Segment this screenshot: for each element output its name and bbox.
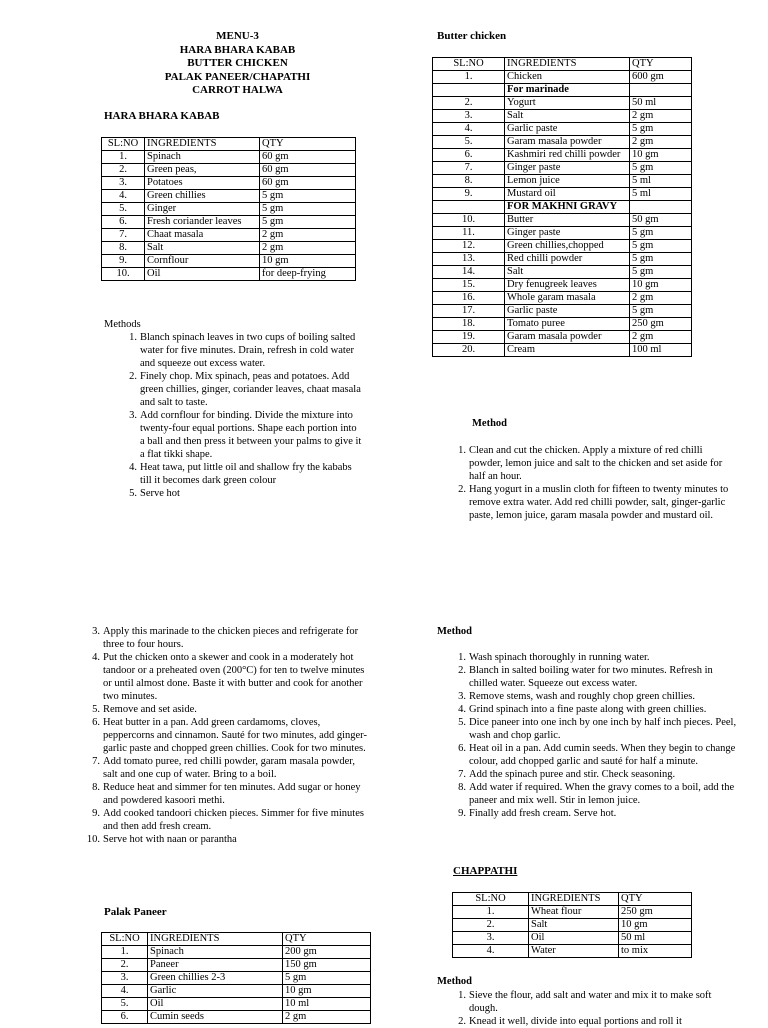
table-cell: 6. [102, 216, 145, 229]
step-text: Add tomato puree, red chilli powder, garam masala powder, salt and one cup of water. Bring to a boil. [103, 756, 355, 780]
table-cell: Tomato puree [505, 318, 630, 331]
column-header: INGREDIENTS [505, 58, 630, 71]
table-cell: Kashmiri red chilli powder [505, 149, 630, 162]
table-cell: 2 gm [260, 229, 356, 242]
header-line: PALAK PANEER/CHAPATHI [164, 70, 311, 83]
step-number: 3. [129, 410, 137, 421]
table-cell: Paneer [148, 959, 283, 972]
step-number: 2. [458, 1016, 466, 1027]
list-item [452, 483, 734, 522]
table-cell: 9. [102, 255, 145, 268]
list-item [86, 703, 372, 716]
table-cell: 5 gm [630, 123, 692, 136]
header-line: CARROT HALWA [192, 84, 283, 96]
list-item [452, 651, 737, 664]
step-number: 4. [92, 652, 100, 663]
table-cell: 18. [433, 318, 505, 331]
step-text: Add cornflour for binding. Divide the mixture into twenty-four equal portions. Shape each portion into a ball and then press it between your palms to give it a flat tikki shape. [140, 410, 362, 460]
table-cell: Green chillies [145, 190, 260, 203]
table-cell: Garlic paste [505, 305, 630, 318]
table-cell: 5 gm [630, 240, 692, 253]
table-cell: 2 gm [630, 110, 692, 123]
step-number: 2. [129, 371, 137, 382]
table-row [102, 998, 371, 1011]
column-header: INGREDIENTS [148, 933, 283, 946]
step-text: Sieve the flour, add salt and water and mix it to make soft dough. [469, 990, 712, 1014]
table-cell [433, 84, 505, 97]
table-row [102, 190, 356, 203]
table-row [433, 97, 692, 110]
table-cell: 5. [102, 203, 145, 216]
table-cell: 10 gm [619, 919, 692, 932]
table-row [433, 136, 692, 149]
table-header-row [102, 138, 356, 151]
step-number: 4. [458, 704, 466, 715]
table-cell [630, 84, 692, 97]
step-number: 5. [92, 704, 100, 715]
table-row [433, 71, 692, 84]
list-item [452, 1015, 737, 1028]
ch-heading: CHAPPATHI [453, 865, 518, 877]
step-number: 8. [92, 782, 100, 793]
table-cell: 7. [102, 229, 145, 242]
table-cell: 50 ml [630, 97, 692, 110]
column-header: QTY [619, 893, 692, 906]
header-line: BUTTER CHICKEN [187, 57, 288, 69]
step-text: Heat oil in a pan. Add cumin seeds. When they begin to change colour, add chopped garlic and sauté for half a minute. [469, 743, 736, 767]
table-cell: 20. [433, 344, 505, 357]
table-cell: 17. [433, 305, 505, 318]
table-cell: 10 gm [630, 149, 692, 162]
column-header: QTY [630, 58, 692, 71]
table-cell: 60 gm [260, 177, 356, 190]
list-item [86, 651, 372, 703]
table-row [102, 229, 356, 242]
table-cell: 4. [102, 985, 148, 998]
table-row [453, 919, 692, 932]
step-text: Remove stems, wash and roughly chop green chillies. [469, 691, 695, 702]
step-number: 5. [129, 488, 137, 499]
table-cell: 2 gm [630, 292, 692, 305]
table-row [102, 268, 356, 281]
table-cell: Cornflour [145, 255, 260, 268]
pp-method-label: Method [437, 626, 472, 637]
table-row [433, 110, 692, 123]
table-row [102, 255, 356, 268]
step-text: Clean and cut the chicken. Apply a mixture of red chilli powder, lemon juice and salt to the chicken and set aside for half an hour. [469, 445, 723, 482]
table-cell: 16. [433, 292, 505, 305]
step-number: 2. [458, 484, 466, 495]
table-row [433, 266, 692, 279]
table-cell: Garlic paste [505, 123, 630, 136]
header-line: HARA BHARA KABAB [179, 43, 296, 56]
list-item [452, 768, 737, 781]
table-cell: Spinach [148, 946, 283, 959]
list-item [123, 370, 363, 409]
table-cell: 4. [453, 945, 529, 958]
step-text: Grind spinach into a fine paste along with green chillies. [469, 704, 707, 715]
table-row [102, 972, 371, 985]
table-cell: Ginger paste [505, 162, 630, 175]
step-number: 1. [129, 332, 137, 343]
table-cell: 7. [433, 162, 505, 175]
step-number: 2. [458, 665, 466, 676]
bc-method-list [452, 444, 734, 522]
table-row [433, 318, 692, 331]
table-cell: 5 gm [630, 253, 692, 266]
table-cell: Salt [505, 110, 630, 123]
step-number: 7. [92, 756, 100, 767]
column-header: SL:NO [453, 893, 529, 906]
step-number: 3. [458, 691, 466, 702]
table-cell: 5 ml [630, 188, 692, 201]
step-number: 3. [92, 626, 100, 637]
table-cell: 10. [102, 268, 145, 281]
table-cell: 2 gm [283, 1011, 371, 1024]
table-row [433, 162, 692, 175]
table-cell: 2 gm [630, 136, 692, 149]
table-cell: Green chillies 2-3 [148, 972, 283, 985]
table-cell: 6. [102, 1011, 148, 1024]
column-header: QTY [283, 933, 371, 946]
table-cell: 2. [453, 919, 529, 932]
step-text: Dice paneer into one inch by one inch by half inch pieces. Peel, wash and chop garlic. [469, 717, 737, 741]
table-row [433, 123, 692, 136]
table-cell: for deep-frying [260, 268, 356, 281]
list-item [86, 625, 372, 651]
step-text: Put the chicken onto a skewer and cook in a moderately hot tandoor or a preheated oven (200°C) for ten to twelve minutes or until almost done. Baste it with butter and cook for another two minutes. [103, 652, 365, 702]
hbk-method-list [123, 331, 363, 500]
table-cell: 5. [102, 998, 148, 1011]
table-row [433, 201, 692, 214]
step-number: 7. [458, 769, 466, 780]
step-text: Blanch in salted boiling water for two minutes. Refresh in chilled water. Squeeze out excess water. [469, 665, 713, 689]
step-text: Blanch spinach leaves in two cups of boiling salted water for five minutes. Drain, refresh in cold water and squeeze out excess water. [140, 332, 356, 369]
step-text: Heat butter in a pan. Add green cardamoms, cloves, peppercorns and cinnamon. Sauté for two minutes, add ginger-garlic paste and chopped green chillies. Cook for two minutes. [103, 717, 367, 754]
table-row [102, 946, 371, 959]
table-cell: Salt [145, 242, 260, 255]
table-row [453, 945, 692, 958]
table-cell: Green chillies,chopped [505, 240, 630, 253]
table-cell: Garam masala powder [505, 136, 630, 149]
list-item [123, 409, 363, 461]
table-cell: Garlic [148, 985, 283, 998]
bc-ingredients-table [432, 57, 692, 357]
table-row [433, 344, 692, 357]
table-cell: 15. [433, 279, 505, 292]
table-cell: 2 gm [630, 331, 692, 344]
table-cell: 10 gm [630, 279, 692, 292]
table-cell: 2. [433, 97, 505, 110]
step-text: Add cooked tandoori chicken pieces. Simmer for five minutes and then add fresh cream. [103, 808, 364, 832]
hbk-methods-label: Methods [104, 319, 141, 330]
table-cell: 1. [433, 71, 505, 84]
table-cell: 8. [102, 242, 145, 255]
table-cell: 5 gm [630, 305, 692, 318]
column-header: INGREDIENTS [529, 893, 619, 906]
table-cell [630, 201, 692, 214]
bc-method-label: Method [472, 418, 507, 429]
step-text: Hang yogurt in a muslin cloth for fifteen to twenty minutes to remove extra water. Add red chilli powder, salt, ginger-garlic paste, lemon juice, garam masala powder and mustard oil. [469, 484, 729, 521]
table-row [433, 253, 692, 266]
table-cell: 11. [433, 227, 505, 240]
header-line: MENU-3 [216, 30, 259, 42]
table-cell: Fresh coriander leaves [145, 216, 260, 229]
table-cell: 10 ml [283, 998, 371, 1011]
step-number: 1. [458, 445, 466, 456]
table-cell: 3. [102, 972, 148, 985]
table-row [433, 305, 692, 318]
table-cell: 9. [433, 188, 505, 201]
table-cell: 14. [433, 266, 505, 279]
table-row [102, 959, 371, 972]
table-cell: 10. [433, 214, 505, 227]
table-cell: 13. [433, 253, 505, 266]
table-row [102, 216, 356, 229]
list-item [452, 444, 734, 483]
table-cell: Salt [529, 919, 619, 932]
pp-heading: Palak Paneer [104, 906, 167, 918]
hbk-heading: HARA BHARA KABAB [104, 110, 220, 122]
step-text: Reduce heat and simmer for ten minutes. Add sugar or honey and powdered kasoori methi. [103, 782, 361, 806]
table-cell: 5 gm [630, 227, 692, 240]
table-cell: 2 gm [260, 242, 356, 255]
step-text: Add the spinach puree and stir. Check seasoning. [469, 769, 676, 780]
table-row [433, 84, 692, 97]
table-row [433, 175, 692, 188]
table-cell: Potatoes [145, 177, 260, 190]
table-cell: 150 gm [283, 959, 371, 972]
table-cell: Green peas, [145, 164, 260, 177]
table-row [433, 292, 692, 305]
table-cell: Lemon juice [505, 175, 630, 188]
table-row [102, 985, 371, 998]
table-cell: 5 gm [260, 203, 356, 216]
table-row [102, 242, 356, 255]
list-item [452, 716, 737, 742]
table-header-row [433, 58, 692, 71]
table-cell: 19. [433, 331, 505, 344]
table-cell: 3. [102, 177, 145, 190]
table-cell: 10 gm [260, 255, 356, 268]
step-text: Finally add fresh cream. Serve hot. [469, 808, 617, 819]
table-row [102, 151, 356, 164]
table-cell: Dry fenugreek leaves [505, 279, 630, 292]
step-text: Add water if required. When the gravy comes to a boil, add the paneer and mix well. Stir in lemon juice. [469, 782, 735, 806]
table-cell: 5 gm [630, 162, 692, 175]
table-cell: Chaat masala [145, 229, 260, 242]
list-item [452, 742, 737, 768]
list-item [452, 703, 737, 716]
table-cell: to mix [619, 945, 692, 958]
table-cell: Ginger paste [505, 227, 630, 240]
list-item [123, 331, 363, 370]
list-item [123, 461, 363, 487]
table-cell: 3. [433, 110, 505, 123]
step-text: Finely chop. Mix spinach, peas and potatoes. Add green chillies, ginger, coriander leaves, chaat masala and salt to taste. [140, 371, 361, 408]
table-cell: 5 gm [260, 190, 356, 203]
table-cell: Water [529, 945, 619, 958]
list-item [452, 690, 737, 703]
table-cell: For marinade [505, 84, 630, 97]
table-cell: 1. [102, 946, 148, 959]
pp-ingredients-table [101, 932, 371, 1024]
table-cell [433, 201, 505, 214]
table-cell: 5 gm [630, 266, 692, 279]
list-item [452, 781, 737, 807]
list-item [86, 807, 372, 833]
table-cell: 3. [453, 932, 529, 945]
list-item [452, 664, 737, 690]
table-cell: 250 gm [630, 318, 692, 331]
table-cell: 250 gm [619, 906, 692, 919]
step-text: Remove and set aside. [103, 704, 197, 715]
table-cell: Cumin seeds [148, 1011, 283, 1024]
table-row [433, 240, 692, 253]
column-header: SL:NO [102, 138, 145, 151]
table-cell: 2. [102, 959, 148, 972]
table-cell: Oil [148, 998, 283, 1011]
table-row [433, 227, 692, 240]
bc-method-list-continued [86, 625, 372, 846]
table-row [433, 149, 692, 162]
list-item [86, 716, 372, 755]
table-cell: 200 gm [283, 946, 371, 959]
table-row [102, 177, 356, 190]
column-header: SL:NO [102, 933, 148, 946]
table-header-row [102, 933, 371, 946]
table-header-row [453, 893, 692, 906]
column-header: SL:NO [433, 58, 505, 71]
table-cell: Salt [505, 266, 630, 279]
table-row [433, 331, 692, 344]
step-number: 9. [92, 808, 100, 819]
table-row [102, 1011, 371, 1024]
step-number: 1. [458, 652, 466, 663]
step-number: 5. [458, 717, 466, 728]
table-cell: Oil [529, 932, 619, 945]
table-cell: Oil [145, 268, 260, 281]
hbk-ingredients-table [101, 137, 356, 281]
table-cell: Red chilli powder [505, 253, 630, 266]
ch-ingredients-table [452, 892, 692, 958]
table-cell: 1. [102, 151, 145, 164]
table-cell: Wheat flour [529, 906, 619, 919]
menu-header [150, 30, 325, 98]
table-cell: 100 ml [630, 344, 692, 357]
table-row [433, 188, 692, 201]
table-cell: 4. [102, 190, 145, 203]
table-cell: 10 gm [283, 985, 371, 998]
table-cell: Chicken [505, 71, 630, 84]
step-text: Knead it well, divide into equal portions and roll it [469, 1016, 682, 1027]
bc-heading: Butter chicken [437, 30, 507, 42]
table-row [433, 279, 692, 292]
pp-method-list [452, 651, 737, 820]
table-row [453, 932, 692, 945]
table-cell: Whole garam masala [505, 292, 630, 305]
table-cell: Cream [505, 344, 630, 357]
table-cell: Spinach [145, 151, 260, 164]
table-row [453, 906, 692, 919]
list-item [123, 487, 363, 500]
table-cell: 50 gm [630, 214, 692, 227]
step-number: 1. [458, 990, 466, 1001]
table-cell: 60 gm [260, 164, 356, 177]
table-row [433, 214, 692, 227]
step-text: Heat tawa, put little oil and shallow fry the kababs till it becomes dark green colour [140, 462, 352, 486]
table-cell: Garam masala powder [505, 331, 630, 344]
column-header: QTY [260, 138, 356, 151]
table-cell: 5. [433, 136, 505, 149]
table-cell: 8. [433, 175, 505, 188]
table-cell: FOR MAKHNI GRAVY [505, 201, 630, 214]
table-cell: 50 ml [619, 932, 692, 945]
column-header: INGREDIENTS [145, 138, 260, 151]
ch-method-label: Method [437, 976, 472, 987]
table-cell: 6. [433, 149, 505, 162]
table-cell: 60 gm [260, 151, 356, 164]
table-cell: 600 gm [630, 71, 692, 84]
table-cell: 5 ml [630, 175, 692, 188]
table-row [102, 164, 356, 177]
table-cell: 5 gm [260, 216, 356, 229]
table-cell: 5 gm [283, 972, 371, 985]
step-number: 8. [458, 782, 466, 793]
table-cell: Mustard oil [505, 188, 630, 201]
step-number: 6. [92, 717, 100, 728]
step-text: Wash spinach thoroughly in running water. [469, 652, 650, 663]
list-item [452, 807, 737, 820]
step-number: 4. [129, 462, 137, 473]
table-row [102, 203, 356, 216]
step-number: 10. [86, 834, 100, 845]
step-text: Apply this marinade to the chicken pieces and refrigerate for three to four hours. [103, 626, 359, 650]
table-cell: 4. [433, 123, 505, 136]
list-item [86, 833, 372, 846]
list-item [86, 781, 372, 807]
table-cell: 1. [453, 906, 529, 919]
table-cell: Butter [505, 214, 630, 227]
ch-method-list [452, 989, 737, 1028]
table-cell: Yogurt [505, 97, 630, 110]
table-cell: 2. [102, 164, 145, 177]
table-cell: Ginger [145, 203, 260, 216]
step-number: 6. [458, 743, 466, 754]
table-cell: 12. [433, 240, 505, 253]
step-number: 9. [458, 808, 466, 819]
list-item [86, 755, 372, 781]
list-item [452, 989, 737, 1015]
step-text: Serve hot [140, 488, 180, 499]
step-text: Serve hot with naan or parantha [103, 834, 237, 845]
